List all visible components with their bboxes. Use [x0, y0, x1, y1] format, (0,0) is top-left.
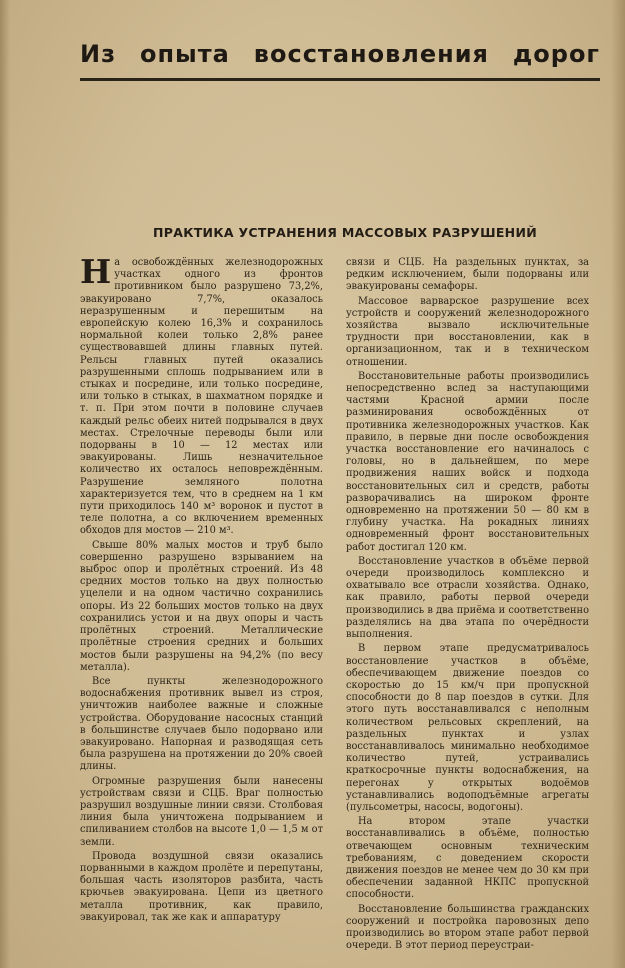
paragraph-text: а освобождённых железнодорожных участках одного из фронтов противником было разрушено 73,2%, эвакуировано 7,7%, оказалось неразрушенным и перешитым на европейскую колею 16,3% и сохранилось нормальной колеи только 2,8% ранее существовавшей длины главных путей. Рельсы главных путей оказались разрушенными сплошь подрыванием или в стыках и посредине, или только посредине, или только в стыках, в шахматном порядке и т. п. При этом почти в половине случаев каждый рельс обеих нитей подрывался в двух местах. Стрелочные переводы были или подорваны в 10 — 12 местах или эвакуированы. Лишь незначительное количество их осталось неповреждённым. Разрушение земляного полотна характеризуется тем, что в среднем на 1 км пути приходилось 140 м³ воронок и пустот в теле полотна, а со включением временных обходов для мостов — 210 м³. [80, 257, 323, 537]
right-column [346, 257, 589, 954]
section-header-word: Из [80, 40, 117, 68]
paragraph: На втором этапе участки восстанавливались в объёме, полностью отвечающем основным техническим требованиям, с доведением скорости движения поездов не менее чем до 30 км при обеспечении заданной НКПС пропускной способности. [346, 816, 589, 901]
article-title: ПРАКТИКА УСТРАНЕНИЯ МАССОВЫХ РАЗРУШЕНИЙ [153, 225, 537, 240]
left-column [80, 252, 323, 926]
header-rule [80, 78, 600, 81]
section-header-word: дорог [512, 40, 600, 68]
drop-cap: Н [80, 252, 112, 291]
paragraph: Все пункты железнодорожного водоснабжения противник вывел из строя, уничтожив наиболее важные и сложные устройства. Оборудование насосных станций в большинстве случаев было подорвано или эвакуировано. Напорная и разводящая сеть была разрушена на протяжении до 20% своей длины. [80, 675, 323, 773]
paragraph: связи и СЦБ. На раздельных пунктах, за редким исключением, были подорваны или эвакуированы семафоры. [346, 257, 589, 293]
paragraph: Восстановительные работы производились непосредственно вслед за наступающими частями Красной армии после разминирования освобождённых от противника железнодорожных участков. Как правило, в первые дни после освобождения участка восстановление его начиналось с головы, но в дальнейшем, по мере продвижения наших войск и подхода восстановительных сил и средств, работы разворачивались на широком фронте одновременно на протяжении 50 — 80 км в глубину участка. На рокадных линиях одновременный фронт восстановительных работ достигал 120 км. [346, 370, 589, 553]
section-header-word: опыта [139, 40, 230, 68]
paragraph: Провода воздушной связи оказались порванными в каждом пролёте и перепутаны, большая часть изоляторов разбита, часть крючьев эвакуирована. Цепи из цветного металла противник, как правило, эвакуировал, так же как и аппаратуру [80, 850, 323, 923]
paragraph: Свыше 80% малых мостов и труб было совершенно разрушено взрыванием на выброс опор и пролётных строений. Из 48 средних мостов только на двух полностью уцелели и на одном частично сохранились опоры. Из 22 больших мостов только на двух сохранились устои и на двух опоры и часть пролётных строений. Металлические пролётные строения средних и больших мостов были разрушены на 94,2% (по весу металла). [80, 539, 323, 673]
paragraph: Восстановление участков в объёме первой очереди производилось комплексно и охватывало все отрасли хозяйства. Однако, как правило, работы первой очереди производились в два приёма и соответственно разделялись на два этапа по очерёдности выполнения. [346, 555, 589, 641]
paragraph: Массовое варварское разрушение всех устройств и сооружений железнодорожного хозяйства вызвало исключительные трудности при восстановлении, как в организационном, так и в техническом отношении. [346, 295, 589, 368]
paragraph [80, 252, 323, 538]
paragraph: Огромные разрушения были нанесены устройствам связи и СЦБ. Враг полностью разрушил воздушные линии связи. Столбовая линия была уничтожена подрыванием и спиливанием столбов на высоте 1,0 — 1,5 м от земли. [80, 775, 323, 848]
page-edge-shadow-right [611, 0, 625, 968]
paragraph: В первом этапе предусматривалось восстановление участков в объёме, обеспечивающем движение поездов со скоростью до 15 км/ч при пропускной способности до 8 пар поездов в сутки. Для этого путь восстанавливался с неполным количеством рельсовых скреплений, на раздельных пунктах и узлах восстанавливалось минимально необходимое количество путей, устраивались краткосрочные пункты водоснабжения, на перегонах у открытых водоёмов устанавливались водоподъёмные агрегаты (пульсометры, насосы, водогоны). [346, 643, 589, 813]
page-edge-shadow-left [0, 0, 10, 968]
section-header-word: восстановления [253, 40, 489, 68]
paragraph: Восстановление большинства гражданских сооружений и постройка паровозных депо производились во втором этапе работ первой очереди. В этот период переустраи- [346, 903, 589, 952]
section-header [80, 40, 600, 68]
